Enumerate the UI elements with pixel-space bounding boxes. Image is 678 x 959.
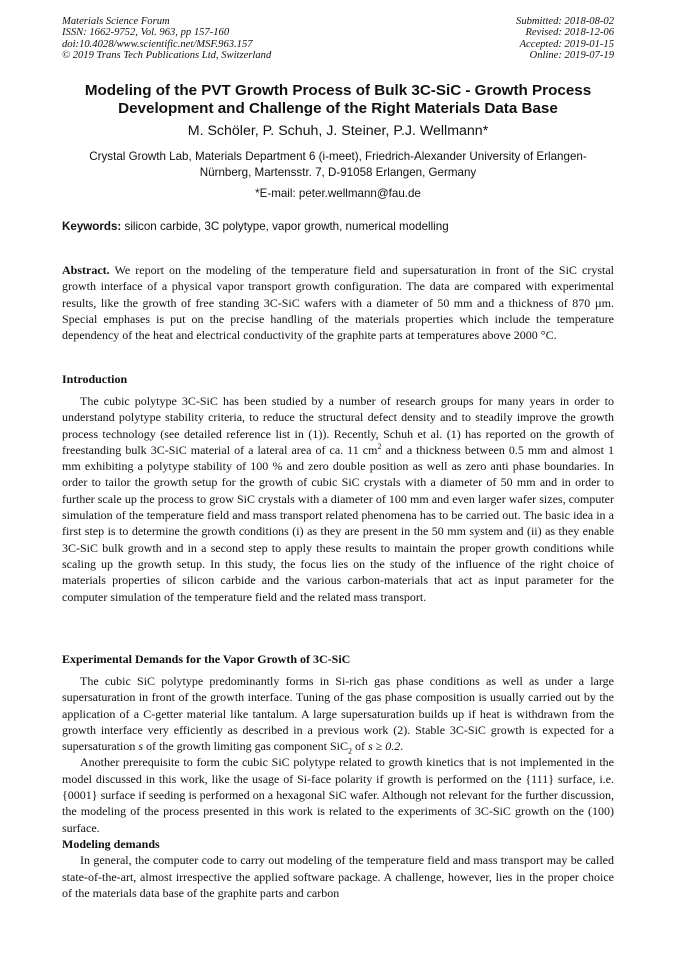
- modeling-heading: Modeling demands: [62, 836, 160, 851]
- accepted-date: Accepted: 2019-01-15: [519, 38, 614, 50]
- exp-p1-subscript: 2: [347, 746, 352, 756]
- experimental-body: [62, 673, 614, 901]
- journal-info: [62, 16, 271, 62]
- authors: M. Schöler, P. Schuh, J. Steiner, P.J. Wellmann*: [187, 123, 489, 139]
- revised-date: Revised: 2018-12-06: [525, 27, 614, 39]
- affiliation-line-1: Crystal Growth Lab, Materials Department 6 (i-meet), Friedrich-Alexander University of Erlangen-: [89, 150, 587, 163]
- affiliation-line-2: Nürnberg, Martensstr. 7, D-91058 Erlangen, Germany: [199, 166, 477, 179]
- exp-p1-symbol-s: s: [138, 739, 143, 754]
- title-line-1: Modeling of the PVT Growth Process of Bulk 3C-SiC - Growth Process: [84, 82, 592, 99]
- paper-title: [62, 82, 614, 118]
- exp-p1-end: .: [400, 739, 404, 754]
- abstract-text: We report on the modeling of the temperature field and supersaturation in front of the SiC crystal growth interface of a physical vapor transport growth configuration. The data are compared with experimental results, like the growth of free standing 3C-SiC wafers with a diameter of 50 mm and a thickness of 870 µm. Special emphases is put on the precise handling of the materials properties which include the temperature dependency of the heat and electrical conductivity of the graphite parts at temperatures above 2000 °C.: [62, 263, 614, 343]
- experimental-heading: Experimental Demands for the Vapor Growth of 3C-SiC: [62, 652, 351, 666]
- copyright: © 2019 Trans Tech Publications Ltd, Switzerland: [62, 50, 272, 62]
- affiliation: [62, 149, 614, 181]
- title-line-2: Development and Challenge of the Right Materials Data Base: [118, 100, 558, 117]
- introduction-heading: Introduction: [62, 372, 128, 386]
- submitted-date: Submitted: 2018-08-02: [516, 16, 614, 27]
- dates-info: [516, 16, 614, 62]
- experimental-paragraph-1: [62, 673, 614, 754]
- exp-p1-text-3: of: [351, 739, 368, 754]
- abstract-label: Abstract.: [62, 263, 110, 277]
- intro-text-1: The cubic polytype 3C-SiC has been studied by a number of research groups for many years in order to understand polytype stability criteria, to reduce the structural defect density and to steadily improve the growth process technology (see detailed reference list in (1)). Recently, Schuh et al. (1) has reported on the growth of freestanding bulk 3C-SiC material of a lateral area of ca. 11 cm: [62, 394, 614, 457]
- exp-p1-text-1: The cubic SiC polytype predominantly forms in Si-rich gas phase conditions as well as under a large supersaturation in front of the growth interface. Tuning of the gas phase composition is usually carried out by the application of a C-getter material like tantalum. A large supersaturation builds up if heat is withdrawn from the growth interface very efficiently as described in a previous work (2). Stable 3C-SiC growth is expected for a supersaturation: [62, 674, 614, 754]
- exp-p1-text-2: of the growth limiting gas component SiC: [142, 739, 348, 754]
- online-date: Online: 2019-07-19: [529, 50, 614, 62]
- intro-text-2: and a thickness between 0.5 mm and almost 1 mm exhibiting a polytype stability of 100 % and zero double position as well as zero anti phase boundaries. In order to tailor the growth setup for the growth of cubic SiC crystals with a diameter of 50 mm and in order to further scale up the process to grow SiC crystals with a diameter of 100 mm and even larger wafer sizes, computer simulation of the temperature field and mass transport related phenomena has to be carried out. The basic idea in a first step is to determine the growth conditions (i) as they are present in the 50 mm system and (ii) as they enable 3C-SiC bulk growth and in a second step to apply these results to maintain the proper growth conditions while scaling up the growth setup. In this study, the focus lies on the study of the influence of the right choice of materials properties of silicon carbide and the various carbon-materials that act as input parameter for the computer simulation of the temperature field and the related mass transport.: [62, 442, 614, 604]
- doi: doi:10.4028/www.scientific.net/MSF.963.157: [62, 38, 253, 50]
- abstract: [62, 262, 614, 343]
- keywords: [62, 220, 614, 233]
- experimental-paragraph-2: Another prerequisite to form the cubic SiC polytype related to growth kinetics that is not implemented in the model discussed in this work, like the usage of Si-face polarity if growth is performed on the {111} surface, i.e. {0001} surface if seeding is performed on a hexagonal SiC wafer. Although not relevant for the further discussion, the modeling of the process presented in this work is related to the experiments of 3C-SiC growth on the (100) surface.: [62, 755, 614, 835]
- keywords-label: Keywords:: [62, 220, 122, 233]
- intro-superscript: 2: [377, 441, 382, 451]
- introduction-body: [62, 393, 614, 605]
- corresponding-email: *E-mail: peter.wellmann@fau.de: [255, 187, 421, 200]
- exp-p1-condition: s ≥ 0.2: [367, 739, 401, 754]
- modeling-paragraph-1: In general, the computer code to carry out modeling of the temperature field and mass transport may be called state-of-the-art, almost irrespective the applied software package. A challenge, however, lies in the proper choice of the materials data base of the graphite parts and carbon: [62, 853, 614, 900]
- journal-name: Materials Science Forum: [62, 16, 170, 27]
- issn: ISSN: 1662-9752, Vol. 963, pp 157-160: [62, 27, 230, 39]
- keywords-text: silicon carbide, 3C polytype, vapor growth, numerical modelling: [124, 220, 449, 233]
